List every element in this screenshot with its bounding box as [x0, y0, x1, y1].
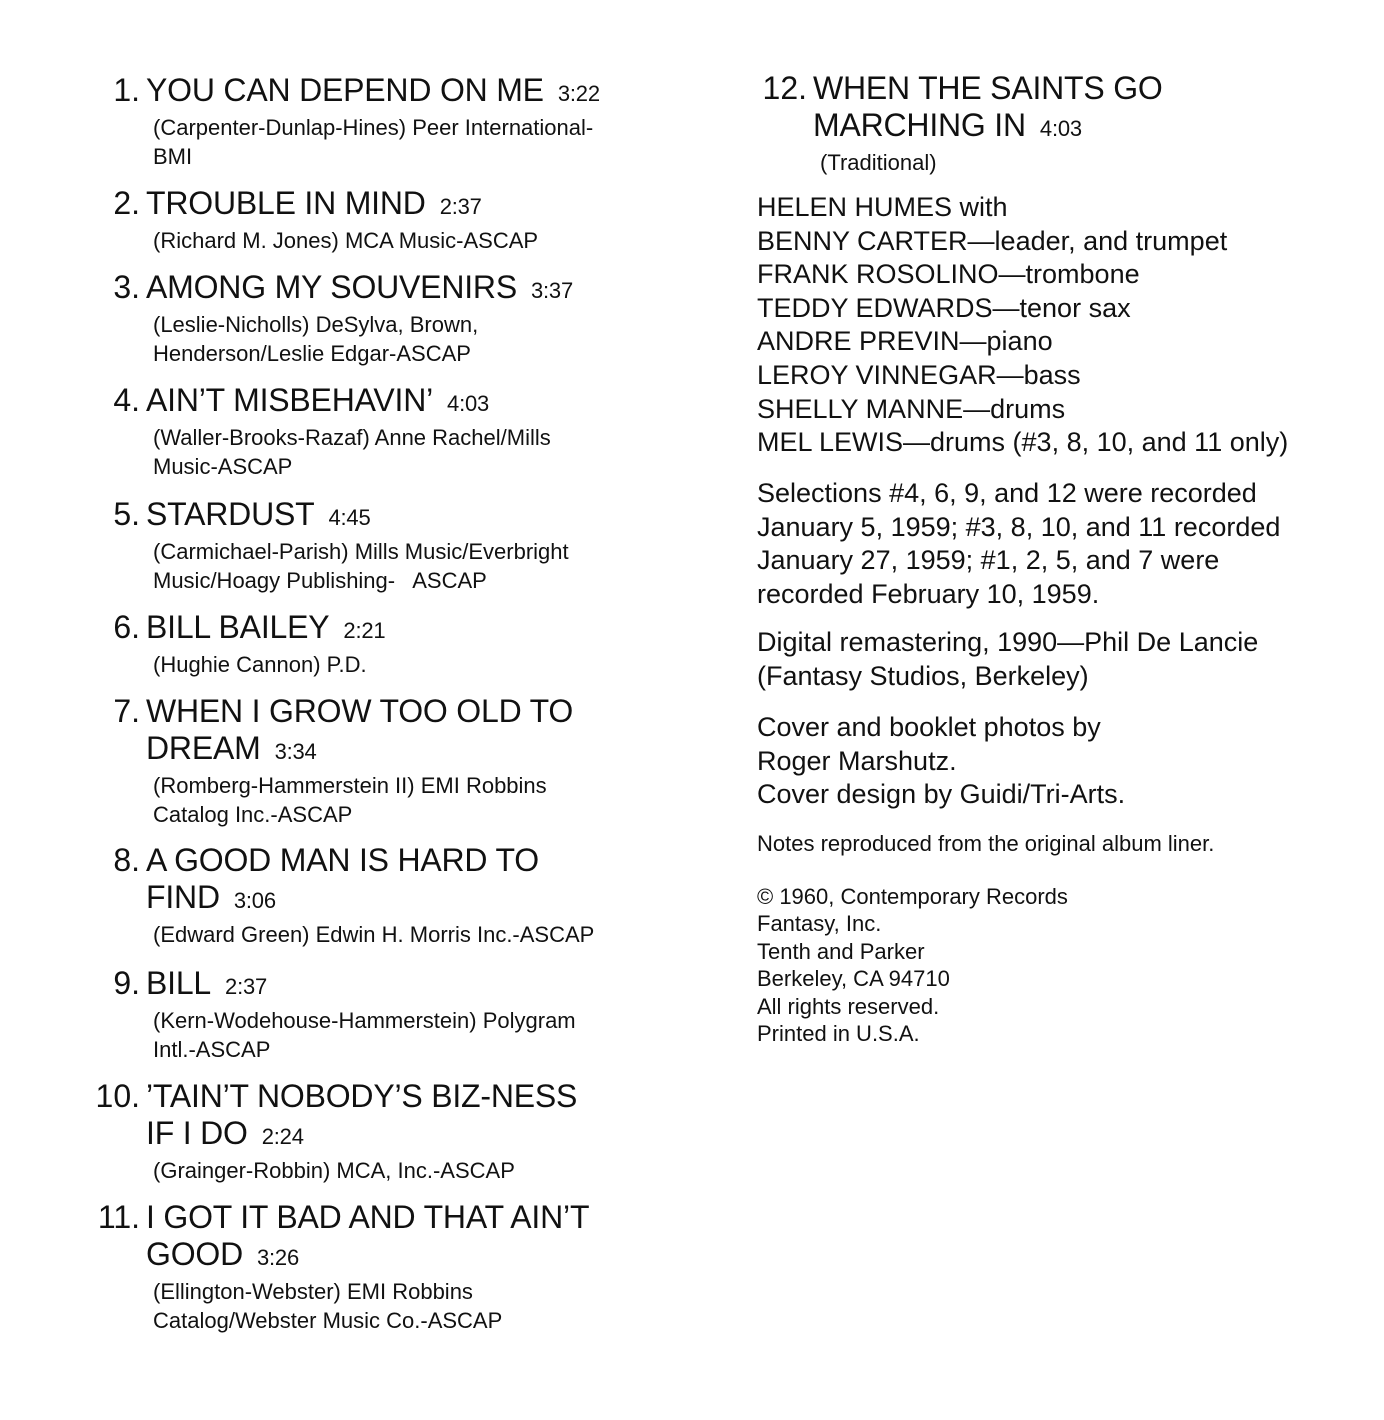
track-credit [153, 537, 569, 595]
track-title [146, 1199, 589, 1276]
track-title-line: GOOD [146, 1236, 243, 1272]
track-number: 7. [113, 693, 140, 729]
track-credit-line: Music-ASCAP [153, 454, 293, 479]
personnel-line: MEL LEWIS—drums (#3, 8, 10, and 11 only) [757, 427, 1289, 458]
track-duration: 4:45 [328, 505, 371, 530]
track-number: 5. [113, 496, 140, 532]
track-item [90, 72, 600, 171]
track-title-last-line [146, 965, 576, 1005]
track-body [146, 609, 385, 679]
track-title [146, 496, 569, 536]
photo-line: Cover and booklet photos by [757, 712, 1101, 742]
photo-credits [757, 711, 1125, 812]
track-duration: 3:06 [233, 888, 276, 913]
track-duration: 2:24 [261, 1124, 304, 1149]
track-title-last-line [146, 269, 573, 309]
track-title-line: WHEN THE SAINTS GO [813, 70, 1163, 106]
track-item [90, 842, 594, 949]
track-body [146, 72, 600, 171]
photo-line: Roger Marshutz. [757, 745, 957, 776]
track-credit-line: (Ellington-Webster) EMI Robbins [153, 1279, 473, 1304]
track-duration: 4:03 [447, 391, 490, 416]
track-title [146, 72, 600, 112]
track-title [146, 965, 576, 1005]
track-item [90, 496, 569, 595]
copyright-line: Printed in U.S.A. [757, 1021, 920, 1047]
track-credit [153, 1156, 577, 1185]
track-credit [820, 148, 1163, 177]
track-duration: 3:37 [530, 278, 574, 303]
track-credit-line: (Richard M. Jones) MCA Music-ASCAP [153, 228, 539, 253]
track-credit-line: (Edward Green) Edwin H. Morris Inc.-ASCAP [153, 922, 595, 947]
track-credit-line: Intl.-ASCAP [153, 1037, 271, 1062]
track-item [90, 382, 551, 481]
track-duration: 3:34 [274, 739, 317, 764]
track-credit [153, 310, 573, 368]
track-credit [153, 423, 551, 481]
track-credit-line: (Kern-Wodehouse-Hammerstein) Polygram [153, 1008, 576, 1033]
copyright-line: Berkeley, CA 94710 [757, 966, 950, 992]
track-title-last-line [146, 879, 594, 919]
track-credit-line: (Romberg-Hammerstein II) EMI Robbins [153, 773, 547, 798]
copyright-line: Tenth and Parker [757, 938, 925, 964]
track-title [146, 609, 385, 649]
track-number: 4. [113, 382, 140, 418]
track-body [146, 965, 576, 1064]
personnel-line: TEDDY EDWARDS—tenor sax [757, 292, 1131, 323]
track-number: 9. [113, 965, 140, 1001]
track-body [146, 185, 538, 255]
track-title-last-line [813, 107, 1163, 147]
track-number: 8. [113, 842, 140, 878]
track-title-last-line [146, 185, 538, 225]
track-credit [153, 1277, 589, 1335]
track-duration: 3:26 [256, 1245, 300, 1270]
track-title-last-line [146, 730, 573, 770]
track-title-line: FIND [146, 879, 220, 915]
personnel-line: LEROY VINNEGAR—bass [757, 359, 1081, 390]
track-title [813, 70, 1163, 147]
copyright-line: © 1960, Contemporary Records [757, 884, 1068, 909]
track-title-last-line [146, 496, 569, 536]
remastering-credit [757, 626, 1258, 693]
remaster-line: Digital remastering, 1990—Phil De Lancie [757, 627, 1259, 657]
track-item [90, 609, 385, 679]
track-credit-line: (Leslie-Nicholls) DeSylva, Brown, [153, 312, 479, 337]
track-credit-line: (Traditional) [820, 150, 937, 175]
track-title-line: AIN’T MISBEHAVIN’ [146, 382, 434, 418]
copyright-block [757, 883, 1068, 1047]
track-duration: 4:03 [1039, 116, 1082, 141]
track-title [146, 1078, 577, 1155]
track-item [90, 1078, 577, 1185]
track-credit [153, 650, 385, 679]
track-body [146, 1078, 577, 1185]
track-title-line: ’TAIN’T NOBODY’S BIZ-NESS [146, 1078, 578, 1114]
track-title-line: BILL BAILEY [146, 609, 330, 645]
track-credit-line: (Carpenter-Dunlap-Hines) Peer International- [153, 115, 594, 140]
track-body [146, 842, 594, 949]
track-number: 2. [113, 185, 140, 221]
track-credit [153, 771, 573, 829]
track-body [146, 1199, 589, 1335]
track-credit [153, 1006, 576, 1064]
track-title-line: MARCHING IN [813, 107, 1026, 143]
track-number: 1. [113, 72, 140, 108]
track-item [90, 185, 538, 255]
track-body [146, 382, 551, 481]
track-title-line: YOU CAN DEPEND ON ME [146, 72, 544, 108]
track-title-last-line [146, 1236, 589, 1276]
notes-line: Notes reproduced from the original album liner. [757, 831, 1215, 856]
track-credit-line: Catalog Inc.-ASCAP [153, 802, 353, 827]
track-title-last-line [146, 1115, 577, 1155]
personnel-line: SHELLY MANNE—drums [757, 393, 1066, 424]
track-title [146, 382, 551, 422]
track-duration: 2:21 [343, 618, 386, 643]
track-title-line: WHEN I GROW TOO OLD TO [146, 693, 574, 729]
track-title-line: A GOOD MAN IS HARD TO [146, 842, 539, 878]
track-number: 11. [97, 1199, 140, 1235]
track-title-last-line [146, 72, 600, 112]
track-credit-line: (Hughie Cannon) P.D. [153, 652, 367, 677]
track-credit-line: Catalog/Webster Music Co.-ASCAP [153, 1308, 503, 1333]
track-title-last-line [146, 609, 385, 649]
recording-line: January 5, 1959; #3, 8, 10, and 11 recorded [757, 511, 1281, 542]
track-duration: 3:22 [557, 81, 600, 106]
track-credit-line: BMI [153, 144, 193, 169]
track-title-line: BILL [146, 965, 212, 1001]
recording-dates [757, 477, 1280, 611]
remaster-line: (Fantasy Studios, Berkeley) [757, 660, 1089, 691]
track-body [146, 693, 573, 829]
recording-line: January 27, 1959; #1, 2, 5, and 7 were [757, 545, 1220, 576]
track-duration: 2:37 [225, 974, 268, 999]
track-title [146, 269, 573, 309]
track-number: 6. [113, 609, 140, 645]
track-item [90, 965, 576, 1064]
track-body [813, 70, 1163, 177]
track-title-line: STARDUST [146, 496, 315, 532]
track-title-last-line [146, 382, 551, 422]
personnel [757, 191, 1288, 460]
track-title [146, 185, 538, 225]
recording-line: recorded February 10, 1959. [757, 578, 1100, 609]
track-item [90, 269, 573, 368]
track-number: 10. [95, 1078, 140, 1114]
copyright-line: Fantasy, Inc. [757, 911, 882, 937]
track-title [146, 842, 594, 919]
photo-line: Cover design by Guidi/Tri-Arts. [757, 779, 1126, 810]
personnel-line: ANDRE PREVIN—piano [757, 326, 1053, 357]
personnel-line: BENNY CARTER—leader, and trumpet [757, 225, 1228, 256]
personnel-line: FRANK ROSOLINO—trombone [757, 259, 1140, 290]
track-body [146, 496, 569, 595]
copyright-line: All rights reserved. [757, 993, 940, 1019]
track-credit [153, 226, 538, 255]
track-number: 3. [113, 269, 140, 305]
track-title-line: DREAM [146, 730, 261, 766]
recording-line: Selections #4, 6, 9, and 12 were recorded [757, 478, 1257, 508]
track-12 [757, 70, 1163, 177]
track-credit-line: Music/Hoagy Publishing- ASCAP [153, 568, 487, 593]
track-number: 12. [762, 70, 807, 106]
track-body [146, 269, 573, 368]
track-title-line: AMONG MY SOUVENIRS [146, 269, 517, 305]
track-credit-line: (Waller-Brooks-Razaf) Anne Rachel/Mills [153, 425, 551, 450]
track-item [90, 693, 573, 829]
track-credit [153, 113, 600, 171]
track-title-line: TROUBLE IN MIND [146, 185, 426, 221]
track-credit [153, 920, 594, 949]
personnel-line: HELEN HUMES with [757, 192, 1008, 222]
track-credit-line: Henderson/Leslie Edgar-ASCAP [153, 341, 471, 366]
track-item [90, 1199, 589, 1335]
track-title-line: IF I DO [146, 1115, 248, 1151]
track-title-line: I GOT IT BAD AND THAT AIN’T [146, 1199, 590, 1235]
track-title [146, 693, 573, 770]
track-credit-line: (Grainger-Robbin) MCA, Inc.-ASCAP [153, 1158, 515, 1183]
track-credit-line: (Carmichael-Parish) Mills Music/Everbright [153, 539, 569, 564]
track-duration: 2:37 [439, 194, 482, 219]
